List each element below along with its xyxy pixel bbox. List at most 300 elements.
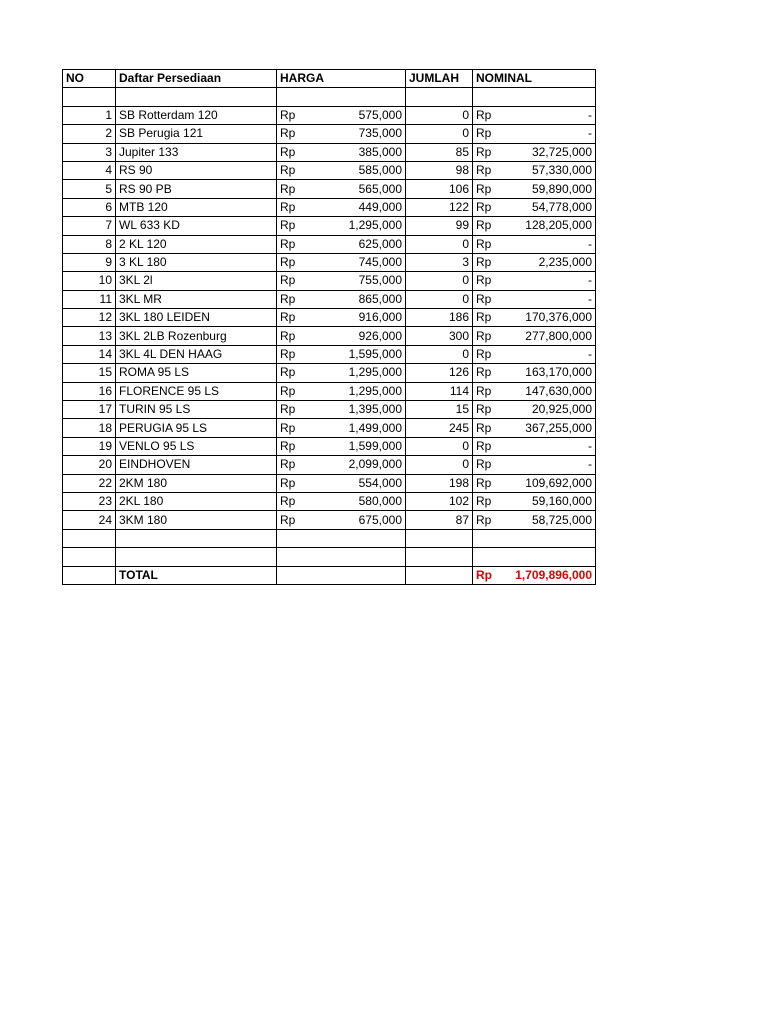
row-no-cell[interactable]: 15 xyxy=(63,364,116,382)
row-jumlah-cell[interactable]: 0 xyxy=(406,345,473,363)
table-row xyxy=(63,419,596,437)
table-row xyxy=(63,401,596,419)
harga-currency: Rp xyxy=(280,218,296,233)
table-row xyxy=(63,492,596,510)
total-nominal-cell[interactable] xyxy=(473,566,596,584)
empty-cell[interactable] xyxy=(63,88,116,106)
row-nominal-cell[interactable] xyxy=(473,309,596,327)
row-item-cell[interactable]: FLORENCE 95 LS xyxy=(116,382,277,400)
row-no-cell[interactable]: 5 xyxy=(63,180,116,198)
harga-money xyxy=(280,401,402,418)
table-row xyxy=(63,272,596,290)
nominal-currency: Rp xyxy=(476,475,492,490)
nominal-currency: Rp xyxy=(476,512,492,527)
nominal-value: - xyxy=(588,439,592,453)
harga-value: 735,000 xyxy=(358,126,402,141)
row-item-cell[interactable]: RS 90 xyxy=(116,161,277,179)
harga-value: 1,295,000 xyxy=(348,365,402,380)
row-jumlah-cell[interactable]: 114 xyxy=(406,382,473,400)
nominal-currency: Rp xyxy=(476,383,492,398)
table-row xyxy=(63,290,596,308)
row-harga-cell[interactable] xyxy=(277,345,406,363)
row-nominal-cell[interactable] xyxy=(473,125,596,143)
row-nominal-cell[interactable] xyxy=(473,290,596,308)
harga-currency: Rp xyxy=(280,126,296,141)
row-no-cell[interactable]: 3 xyxy=(63,143,116,161)
nominal-value: 59,160,000 xyxy=(531,494,592,509)
row-jumlah-cell[interactable]: 0 xyxy=(406,106,473,124)
row-jumlah-cell[interactable]: 245 xyxy=(406,419,473,437)
row-harga-cell[interactable] xyxy=(277,382,406,400)
harga-money xyxy=(280,199,402,216)
row-item-cell[interactable]: TURIN 95 LS xyxy=(116,401,277,419)
harga-value: 745,000 xyxy=(358,255,402,270)
row-no-cell[interactable]: 20 xyxy=(63,456,116,474)
table-row xyxy=(63,382,596,400)
table-row xyxy=(63,456,596,474)
row-no-cell[interactable]: 14 xyxy=(63,345,116,363)
total-value: 1,709,896,000 xyxy=(515,567,592,582)
harga-money xyxy=(280,456,402,473)
nominal-currency: Rp xyxy=(476,126,492,141)
row-no-cell[interactable]: 24 xyxy=(63,511,116,529)
row-nominal-cell[interactable] xyxy=(473,474,596,492)
nominal-value: 163,170,000 xyxy=(525,365,592,380)
harga-currency: Rp xyxy=(280,475,296,490)
row-no-cell[interactable]: 18 xyxy=(63,419,116,437)
total-label[interactable]: TOTAL xyxy=(116,566,277,584)
nominal-value: 54,778,000 xyxy=(531,199,592,214)
row-jumlah-cell[interactable]: 300 xyxy=(406,327,473,345)
row-nominal-cell[interactable] xyxy=(473,235,596,253)
table-row xyxy=(63,161,596,179)
harga-value: 1,395,000 xyxy=(348,402,402,417)
inventory-table-body xyxy=(63,70,596,585)
row-jumlah-cell[interactable]: 98 xyxy=(406,161,473,179)
table-row xyxy=(63,345,596,363)
nominal-currency: Rp xyxy=(476,107,492,122)
empty-cell[interactable] xyxy=(277,529,406,547)
harga-money xyxy=(280,364,402,381)
harga-value: 1,499,000 xyxy=(348,420,402,435)
harga-value: 565,000 xyxy=(358,181,402,196)
row-item-cell[interactable]: RS 90 PB xyxy=(116,180,277,198)
row-jumlah-cell[interactable]: 0 xyxy=(406,437,473,455)
nominal-money xyxy=(476,181,592,198)
row-item-cell[interactable]: 2 KL 120 xyxy=(116,235,277,253)
empty-cell[interactable] xyxy=(473,529,596,547)
row-no-cell[interactable]: 7 xyxy=(63,217,116,235)
row-nominal-cell[interactable] xyxy=(473,419,596,437)
row-harga-cell[interactable] xyxy=(277,125,406,143)
row-item-cell[interactable]: VENLO 95 LS xyxy=(116,437,277,455)
row-jumlah-cell[interactable]: 126 xyxy=(406,364,473,382)
row-item-cell[interactable]: 3KL 180 LEIDEN xyxy=(116,309,277,327)
row-harga-cell[interactable] xyxy=(277,492,406,510)
nominal-currency: Rp xyxy=(476,291,492,306)
harga-money xyxy=(280,383,402,400)
harga-currency: Rp xyxy=(280,420,296,435)
harga-value: 675,000 xyxy=(358,512,402,527)
harga-money xyxy=(280,144,402,161)
row-item-cell[interactable]: 3 KL 180 xyxy=(116,253,277,271)
harga-value: 575,000 xyxy=(358,107,402,122)
row-jumlah-cell[interactable]: 15 xyxy=(406,401,473,419)
harga-currency: Rp xyxy=(280,199,296,214)
empty-row xyxy=(63,529,596,547)
nominal-money xyxy=(476,401,592,418)
row-no-cell[interactable]: 2 xyxy=(63,125,116,143)
harga-money xyxy=(280,420,402,437)
row-nominal-cell[interactable] xyxy=(473,198,596,216)
row-harga-cell[interactable] xyxy=(277,161,406,179)
table-row xyxy=(63,106,596,124)
row-jumlah-cell[interactable]: 0 xyxy=(406,456,473,474)
nominal-money xyxy=(476,383,592,400)
empty-cell[interactable] xyxy=(277,548,406,566)
row-no-cell[interactable]: 11 xyxy=(63,290,116,308)
row-nominal-cell[interactable] xyxy=(473,382,596,400)
harga-value: 865,000 xyxy=(358,291,402,306)
nominal-money xyxy=(476,420,592,437)
table-row xyxy=(63,511,596,529)
empty-cell[interactable] xyxy=(63,566,116,584)
nominal-money xyxy=(476,364,592,381)
nominal-money xyxy=(476,309,592,326)
harga-money xyxy=(280,475,402,492)
row-jumlah-cell[interactable]: 198 xyxy=(406,474,473,492)
nominal-money xyxy=(476,328,592,345)
nominal-value: 20,925,000 xyxy=(531,402,592,417)
row-harga-cell[interactable] xyxy=(277,180,406,198)
row-item-cell[interactable]: 2KL 180 xyxy=(116,492,277,510)
row-nominal-cell[interactable] xyxy=(473,437,596,455)
row-item-cell[interactable]: 3KL 2l xyxy=(116,272,277,290)
nominal-value: 58,725,000 xyxy=(531,512,592,527)
table-row xyxy=(63,364,596,382)
row-item-cell[interactable]: SB Perugia 121 xyxy=(116,125,277,143)
row-no-cell[interactable]: 19 xyxy=(63,437,116,455)
harga-value: 916,000 xyxy=(358,310,402,325)
row-harga-cell[interactable] xyxy=(277,364,406,382)
harga-money xyxy=(280,217,402,234)
nominal-money xyxy=(476,199,592,216)
empty-cell[interactable] xyxy=(473,88,596,106)
row-jumlah-cell[interactable]: 106 xyxy=(406,180,473,198)
row-no-cell[interactable]: 13 xyxy=(63,327,116,345)
nominal-value: - xyxy=(588,347,592,362)
nominal-currency: Rp xyxy=(476,365,492,380)
nominal-currency: Rp xyxy=(476,144,492,159)
harga-money xyxy=(280,328,402,345)
row-item-cell[interactable]: ROMA 95 LS xyxy=(116,364,277,382)
nominal-money xyxy=(476,107,592,124)
header-jumlah[interactable]: JUMLAH xyxy=(406,70,473,88)
nominal-money xyxy=(476,162,592,179)
nominal-value: - xyxy=(588,107,592,122)
nominal-money xyxy=(476,236,592,253)
row-jumlah-cell[interactable]: 0 xyxy=(406,272,473,290)
empty-cell[interactable] xyxy=(406,529,473,547)
table-row xyxy=(63,198,596,216)
empty-row xyxy=(63,548,596,566)
row-no-cell[interactable]: 6 xyxy=(63,198,116,216)
nominal-currency: Rp xyxy=(476,457,492,472)
harga-currency: Rp xyxy=(280,181,296,196)
harga-money xyxy=(280,309,402,326)
row-nominal-cell[interactable] xyxy=(473,180,596,198)
harga-value: 585,000 xyxy=(358,163,402,178)
empty-cell[interactable] xyxy=(116,548,277,566)
harga-money xyxy=(280,125,402,142)
nominal-money xyxy=(476,144,592,161)
header-row xyxy=(63,70,596,88)
harga-money xyxy=(280,291,402,308)
row-item-cell[interactable]: 3KM 180 xyxy=(116,511,277,529)
nominal-value: 128,205,000 xyxy=(525,218,592,233)
row-item-cell[interactable]: EINDHOVEN xyxy=(116,456,277,474)
row-harga-cell[interactable] xyxy=(277,327,406,345)
harga-currency: Rp xyxy=(280,144,296,159)
empty-cell[interactable] xyxy=(116,88,277,106)
nominal-value: - xyxy=(588,236,592,251)
empty-cell[interactable] xyxy=(277,88,406,106)
row-nominal-cell[interactable] xyxy=(473,511,596,529)
empty-cell[interactable] xyxy=(116,529,277,547)
nominal-money xyxy=(476,125,592,142)
row-harga-cell[interactable] xyxy=(277,401,406,419)
row-nominal-cell[interactable] xyxy=(473,456,596,474)
harga-money xyxy=(280,272,402,289)
harga-money xyxy=(280,236,402,253)
empty-cell[interactable] xyxy=(277,566,406,584)
row-item-cell[interactable]: SB Rotterdam 120 xyxy=(116,106,277,124)
row-no-cell[interactable]: 23 xyxy=(63,492,116,510)
nominal-currency: Rp xyxy=(476,163,492,178)
row-nominal-cell[interactable] xyxy=(473,106,596,124)
nominal-currency: Rp xyxy=(476,310,492,325)
row-jumlah-cell[interactable]: 186 xyxy=(406,309,473,327)
row-nominal-cell[interactable] xyxy=(473,217,596,235)
row-no-cell[interactable]: 17 xyxy=(63,401,116,419)
harga-value: 1,295,000 xyxy=(348,383,402,398)
harga-currency: Rp xyxy=(280,107,296,122)
row-nominal-cell[interactable] xyxy=(473,492,596,510)
harga-value: 926,000 xyxy=(358,328,402,343)
row-no-cell[interactable]: 1 xyxy=(63,106,116,124)
row-harga-cell[interactable] xyxy=(277,272,406,290)
total-row xyxy=(63,566,596,584)
inventory-table xyxy=(62,69,596,585)
row-jumlah-cell[interactable]: 0 xyxy=(406,235,473,253)
nominal-value: 57,330,000 xyxy=(531,163,592,178)
nominal-money xyxy=(476,512,592,529)
row-item-cell[interactable]: Jupiter 133 xyxy=(116,143,277,161)
nominal-currency: Rp xyxy=(476,347,492,362)
harga-currency: Rp xyxy=(280,163,296,178)
table-row xyxy=(63,327,596,345)
nominal-currency: Rp xyxy=(476,273,492,288)
table-row xyxy=(63,253,596,271)
harga-currency: Rp xyxy=(280,494,296,509)
harga-currency: Rp xyxy=(280,512,296,527)
harga-value: 580,000 xyxy=(358,494,402,509)
row-item-cell[interactable]: 3KL 4L DEN HAAG xyxy=(116,345,277,363)
nominal-currency: Rp xyxy=(476,181,492,196)
table-row xyxy=(63,180,596,198)
row-jumlah-cell[interactable]: 85 xyxy=(406,143,473,161)
harga-value: 554,000 xyxy=(358,475,402,490)
table-row xyxy=(63,125,596,143)
nominal-currency: Rp xyxy=(476,494,492,509)
table-row xyxy=(63,143,596,161)
header-harga[interactable]: HARGA xyxy=(277,70,406,88)
row-no-cell[interactable]: 8 xyxy=(63,235,116,253)
table-row xyxy=(63,437,596,455)
row-nominal-cell[interactable] xyxy=(473,327,596,345)
harga-money xyxy=(280,346,402,363)
row-jumlah-cell[interactable]: 0 xyxy=(406,290,473,308)
row-jumlah-cell[interactable]: 3 xyxy=(406,253,473,271)
harga-currency: Rp xyxy=(280,439,296,453)
nominal-money xyxy=(476,254,592,271)
harga-money xyxy=(280,107,402,124)
row-no-cell[interactable]: 4 xyxy=(63,161,116,179)
empty-cell[interactable] xyxy=(63,529,116,547)
harga-currency: Rp xyxy=(280,365,296,380)
row-jumlah-cell[interactable]: 87 xyxy=(406,511,473,529)
harga-money xyxy=(280,438,402,455)
nominal-value: 2,235,000 xyxy=(538,255,592,270)
row-nominal-cell[interactable] xyxy=(473,364,596,382)
nominal-value: 170,376,000 xyxy=(525,310,592,325)
row-nominal-cell[interactable] xyxy=(473,345,596,363)
row-jumlah-cell[interactable]: 102 xyxy=(406,492,473,510)
harga-value: 2,099,000 xyxy=(348,457,402,472)
harga-value: 755,000 xyxy=(358,273,402,288)
row-harga-cell[interactable] xyxy=(277,419,406,437)
nominal-value: 32,725,000 xyxy=(531,144,592,159)
empty-row xyxy=(63,88,596,106)
row-no-cell[interactable]: 22 xyxy=(63,474,116,492)
harga-money xyxy=(280,162,402,179)
row-item-cell[interactable]: PERUGIA 95 LS xyxy=(116,419,277,437)
row-no-cell[interactable]: 9 xyxy=(63,253,116,271)
row-no-cell[interactable]: 16 xyxy=(63,382,116,400)
harga-currency: Rp xyxy=(280,310,296,325)
row-harga-cell[interactable] xyxy=(277,143,406,161)
nominal-value: 59,890,000 xyxy=(531,181,592,196)
harga-value: 1,599,000 xyxy=(348,439,402,453)
harga-value: 1,595,000 xyxy=(348,347,402,362)
nominal-value: - xyxy=(588,126,592,141)
nominal-currency: Rp xyxy=(476,236,492,251)
harga-currency: Rp xyxy=(280,255,296,270)
row-nominal-cell[interactable] xyxy=(473,253,596,271)
row-harga-cell[interactable] xyxy=(277,235,406,253)
harga-currency: Rp xyxy=(280,236,296,251)
harga-currency: Rp xyxy=(280,328,296,343)
nominal-value: - xyxy=(588,457,592,472)
header-item[interactable]: Daftar Persediaan xyxy=(116,70,277,88)
nominal-value: 109,692,000 xyxy=(525,475,592,490)
row-harga-cell[interactable] xyxy=(277,253,406,271)
row-jumlah-cell[interactable]: 99 xyxy=(406,217,473,235)
row-harga-cell[interactable] xyxy=(277,437,406,455)
nominal-currency: Rp xyxy=(476,255,492,270)
row-harga-cell[interactable] xyxy=(277,106,406,124)
nominal-money xyxy=(476,291,592,308)
nominal-money xyxy=(476,217,592,234)
table-row xyxy=(63,235,596,253)
row-harga-cell[interactable] xyxy=(277,456,406,474)
row-harga-cell[interactable] xyxy=(277,198,406,216)
nominal-currency: Rp xyxy=(476,199,492,214)
row-item-cell[interactable]: 2KM 180 xyxy=(116,474,277,492)
harga-currency: Rp xyxy=(280,291,296,306)
nominal-currency: Rp xyxy=(476,439,492,453)
nominal-value: - xyxy=(588,291,592,306)
row-harga-cell[interactable] xyxy=(277,474,406,492)
empty-cell[interactable] xyxy=(406,548,473,566)
nominal-currency: Rp xyxy=(476,328,492,343)
total-money xyxy=(476,567,592,584)
row-harga-cell[interactable] xyxy=(277,290,406,308)
row-item-cell[interactable]: 3KL 2LB Rozenburg xyxy=(116,327,277,345)
row-harga-cell[interactable] xyxy=(277,511,406,529)
nominal-money xyxy=(476,272,592,289)
row-nominal-cell[interactable] xyxy=(473,272,596,290)
nominal-money xyxy=(476,346,592,363)
harga-value: 625,000 xyxy=(358,236,402,251)
header-no[interactable]: NO xyxy=(63,70,116,88)
nominal-currency: Rp xyxy=(476,402,492,417)
row-jumlah-cell[interactable]: 0 xyxy=(406,125,473,143)
row-jumlah-cell[interactable]: 122 xyxy=(406,198,473,216)
harga-currency: Rp xyxy=(280,347,296,362)
nominal-money xyxy=(476,493,592,510)
table-row xyxy=(63,474,596,492)
row-no-cell[interactable]: 10 xyxy=(63,272,116,290)
nominal-money xyxy=(476,475,592,492)
row-nominal-cell[interactable] xyxy=(473,143,596,161)
row-item-cell[interactable]: WL 633 KD xyxy=(116,217,277,235)
row-item-cell[interactable]: MTB 120 xyxy=(116,198,277,216)
table-row xyxy=(63,309,596,327)
row-item-cell[interactable]: 3KL MR xyxy=(116,290,277,308)
harga-value: 449,000 xyxy=(358,199,402,214)
total-currency: Rp xyxy=(476,567,492,582)
empty-cell[interactable] xyxy=(63,548,116,566)
harga-currency: Rp xyxy=(280,402,296,417)
row-nominal-cell[interactable] xyxy=(473,401,596,419)
harga-money xyxy=(280,493,402,510)
empty-cell[interactable] xyxy=(406,88,473,106)
harga-currency: Rp xyxy=(280,273,296,288)
harga-money xyxy=(280,254,402,271)
nominal-value: - xyxy=(588,273,592,288)
row-harga-cell[interactable] xyxy=(277,309,406,327)
empty-cell[interactable] xyxy=(406,566,473,584)
harga-money xyxy=(280,512,402,529)
nominal-money xyxy=(476,438,592,455)
row-nominal-cell[interactable] xyxy=(473,161,596,179)
empty-cell[interactable] xyxy=(473,548,596,566)
row-no-cell[interactable]: 12 xyxy=(63,309,116,327)
header-nominal[interactable]: NOMINAL xyxy=(473,70,596,88)
nominal-value: 277,800,000 xyxy=(525,328,592,343)
row-harga-cell[interactable] xyxy=(277,217,406,235)
